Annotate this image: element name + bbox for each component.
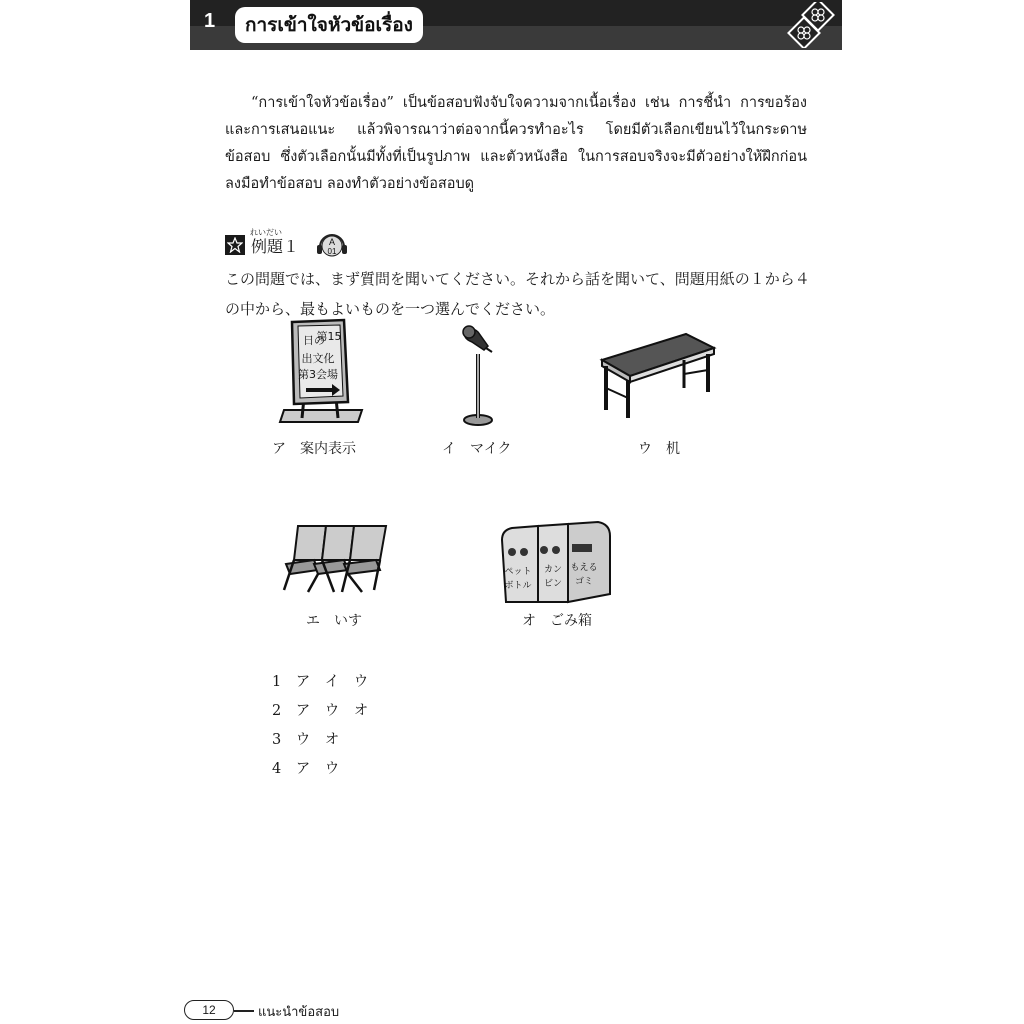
folding-chairs-illustration (278, 520, 396, 596)
answer-choice: 2 ア ウ オ (272, 703, 369, 719)
desk-illustration (598, 330, 718, 422)
option-a-caption: ア 案内表示 (272, 441, 356, 457)
svg-text:第3会場: 第3会場 (298, 368, 338, 381)
example-label: 例題１ (251, 236, 300, 256)
answer-choice: 4 ア ウ (272, 761, 340, 777)
intro-paragraph: “การเข้าใจหัวข้อเรื่อง” เป็นข้อสอบฟังจับใจความจากเนื้อเรื่อง เช่น การชี้นำ การขอร้อง และการเสนอแนะ แล้วพิจารณาว่าต่อจากนี้ควรทำอะไร โดยมีตัวเลือกเขียนไว้ในกระดาษข้อสอบ ซึ่งตัวเลือกนั้นมีทั้งที่เป็นรูปภาพ และตัวหนังสือ ในการสอบจริงจะมีตัวอย่างให้ฝึกก่อนลงมือทำข้อสอบ ลองทำตัวอย่างข้อสอบดู (225, 95, 807, 192)
svg-text:第15: 第15 (316, 330, 342, 343)
svg-text:もえる: もえる (570, 563, 598, 573)
chapter-title: การเข้าใจหัวข้อเรื่อง (235, 7, 423, 43)
footer-divider (234, 1010, 254, 1012)
example-ruby: れいだい (250, 228, 282, 237)
svg-text:ビン: ビン (543, 579, 563, 589)
svg-text:A: A (328, 237, 336, 247)
svg-text:出文化: 出文化 (301, 352, 335, 365)
svg-text:ゴミ: ゴミ (574, 577, 594, 587)
audio-track-icon (316, 231, 348, 259)
star-icon (225, 235, 245, 255)
option-b-caption: イ マイク (442, 441, 512, 457)
trash-bins-illustration (498, 518, 614, 604)
example-instruction (225, 264, 815, 324)
svg-text:ボトル: ボトル (504, 581, 532, 591)
sign-board-illustration (278, 318, 368, 428)
answer-choice: 1 ア イ ウ (272, 674, 369, 690)
answer-choice: 3 ウ オ (272, 732, 340, 748)
footer-section-title: แนะนำข้อสอบ (258, 1005, 340, 1020)
svg-text:01: 01 (327, 247, 337, 256)
option-d-caption: エ いす (306, 613, 362, 629)
instruction-line-2: の中から、最もよいものを一つ選んでください。 (225, 300, 556, 318)
page-number: 12 (184, 1000, 234, 1020)
option-c-caption: ウ 机 (638, 441, 680, 457)
answer-choices (272, 668, 368, 784)
option-e-caption: オ ごみ箱 (522, 613, 592, 629)
svg-text:ペット: ペット (504, 567, 532, 577)
instruction-line-1: この問題では、まず質問を聞いてください。それから話を聞いて、問題用紙の１から４ (225, 270, 810, 288)
svg-text:日の: 日の (303, 334, 325, 347)
chapter-number: 1 (204, 10, 216, 32)
svg-text:カン: カン (543, 565, 563, 575)
knot-ornament-icon (785, 2, 837, 48)
microphone-illustration (452, 320, 502, 430)
